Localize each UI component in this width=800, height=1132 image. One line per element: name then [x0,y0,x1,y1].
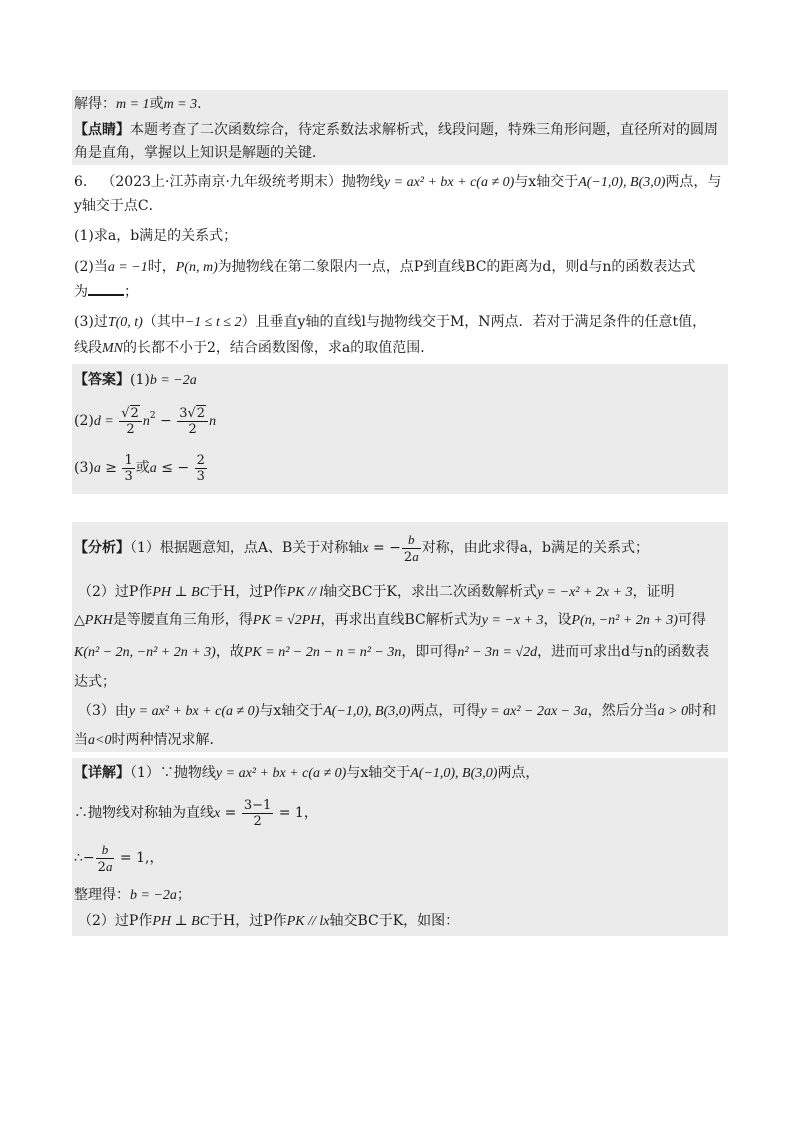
answer-blank [88,282,124,296]
analysis-line-5: 达式； [74,674,116,690]
part-2-line-1: (2)当a = −1时，P(n, m)为抛物线在第二象限内一点，点P到直线BC的距离为d，则d与n的函数表达式 [74,259,696,275]
frac-sqrt2-over-2: $\frac{√2}{2}$ [119,406,142,437]
detail-line-5: （2）过P作PH ⊥ BC于H，过P作PK // lx轴交BC于K，如图： [78,913,460,929]
math-m3: m = 3 [163,97,198,112]
answer-label: 【答案】 [74,372,130,388]
question-6-line-2: y轴交于点C． [74,198,163,214]
dianjing-label: 【点睛】 [74,122,130,138]
solve-result-line: 解得：m = 1或m = 3． [74,96,212,112]
analysis-label: 【分析】 [74,540,130,556]
frac-3sqrt2-over-2: $\frac{3√2}{2}$ [177,406,208,437]
question-number: 6． [74,174,97,190]
analysis-line-1: 【分析】（1）根据题意知，点A、B关于对称轴x = − $\frac{b}{2a}$ 对称，由此求得a，b满足的关系式； [74,531,649,565]
analysis-line-7: 当a<0时两种情况求解． [74,732,224,748]
answer-line-3: (3)a ≥ $\frac{1}{3}$ 或a ≤ − $\frac{2}{3}$ [74,452,205,484]
part-2-line-2: 为 ； [74,284,138,300]
detail-line-2: ∴抛物线对称轴为直线x = $\frac{3-1}{2}$ = 1， [74,797,318,829]
detail-line-4: 整理得：b = −2a； [74,887,191,903]
part-3-line-2: 线段MN的长都不小于2，结合函数图像，求a的取值范围． [74,340,435,356]
answer-line-2: (2)d = $\frac{√2}{2}$ $n^2$ − $\frac{3√2}{2}$ n [74,405,217,437]
part-1-line: (1)求a，b满足的关系式； [74,228,238,244]
detail-line-3: ∴− $\frac{b}{2a}$ = 1,， [74,841,164,875]
detail-label: 【详解】 [74,765,130,781]
detail-line-1: 【详解】（1）∵抛物线y = ax² + bx + c(a ≠ 0)与x轴交于A(−1,0), B(3,0)两点， [74,765,540,781]
frac-2-over-3: $\frac{2}{3}$ [196,452,205,484]
question-source: （2023上·江苏南京·九年级统考期末） [101,174,342,190]
analysis-line-6: （3）由y = ax² + bx + c(a ≠ 0)与x轴交于A(−1,0), B(3,0)两点，可得y = ax² − 2ax − 3a，然后分当a > 0时和 [78,703,717,719]
part-3-line-1: (3)过T(0, t)（其中−1 ≤ t ≤ 2）且垂直y轴的直线l与抛物线交于M，N两点．若对于满足条件的任意t值， [74,314,707,330]
frac-1-over-3: $\frac{1}{3}$ [124,452,133,484]
dianjing-line-2: 角是直角，掌握以上知识是解题的关键． [74,145,326,161]
analysis-line-4: K(n² − 2n, −n² + 2n + 3)，故PK = n² − 2n − n = n² − 3n，即可得n² − 3n = √2d，进而可求出d与n的函数表 [74,644,710,660]
analysis-line-2: （2）过P作PH ⊥ BC于H，过P作PK // l轴交BC于K，求出二次函数解析式y = −x² + 2x + 3，证明 [78,584,675,600]
math-m1: m = 1 [116,97,150,112]
answer-line-1: 【答案】(1)b = −2a [74,372,197,388]
dianjing-line-1: 【点睛】本题考查了二次函数综合，待定系数法求解析式，线段问题，特殊三角形问题，直径所对的圆周 [74,122,718,138]
question-6-line-1: 6． （2023上·江苏南京·九年级统考期末）抛物线y = ax² + bx + c(a ≠ 0)与x轴交于A(−1,0), B(3,0)两点，与 [74,174,722,190]
analysis-line-3: △PKH是等腰直角三角形，得PK = √2PH，再求出直线BC解析式为y = −x + 3，设P(n, −n² + 2n + 3)可得 [74,612,706,628]
